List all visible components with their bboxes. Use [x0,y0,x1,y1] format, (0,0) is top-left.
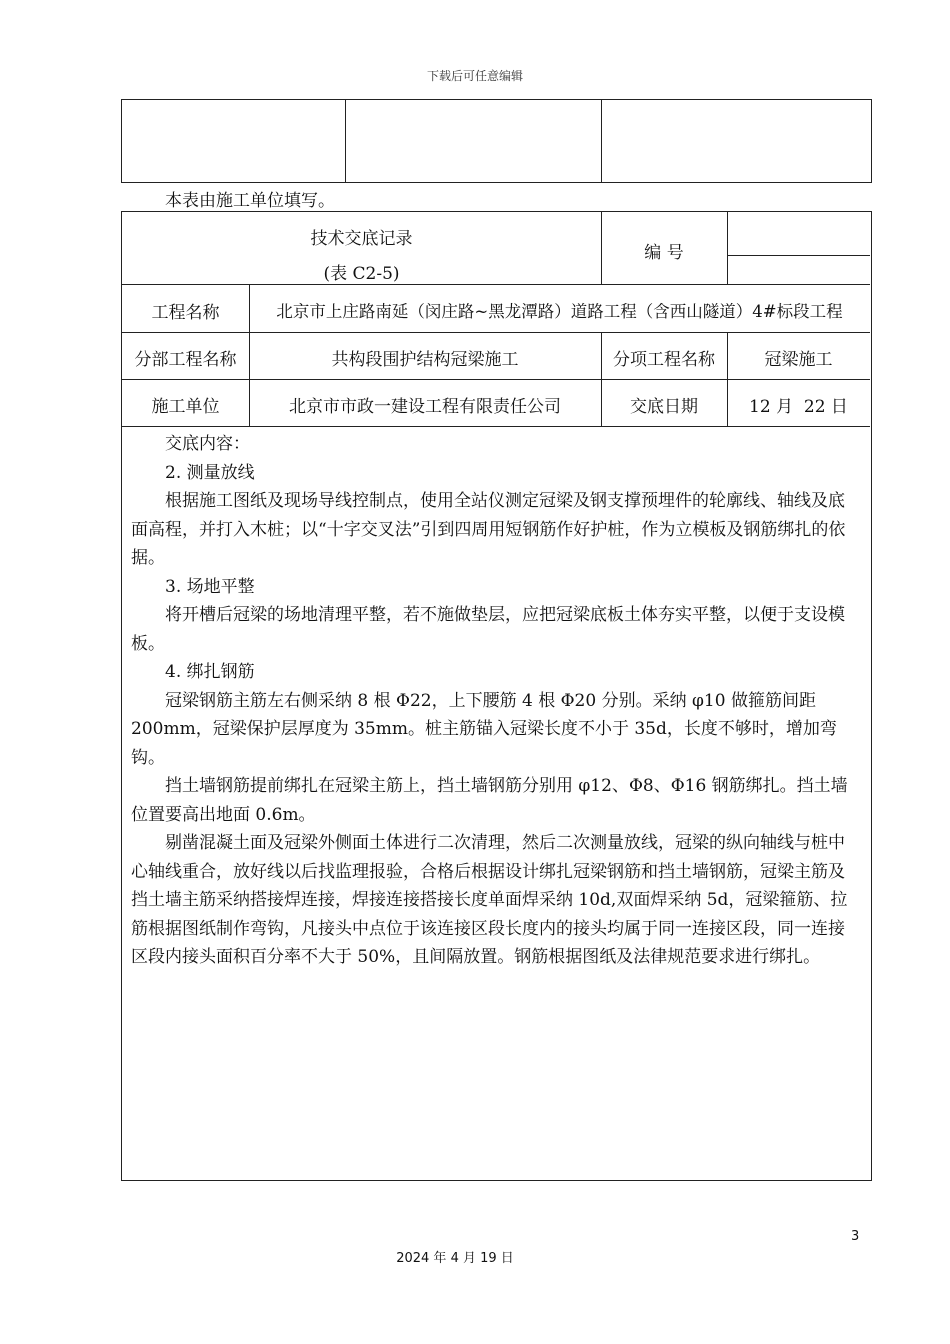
technical-disclosure-record-table [121,211,872,1181]
header-note: 下载后可任意编辑 [426,69,523,83]
table-cell [122,100,346,182]
section-heading: 3. 场地平整 [165,576,255,597]
sub-project-label: 分部工程名称 [134,350,237,370]
paragraph: 根据施工图纸及现场导线控制点，使用全站仪测定冠梁及钢支撑预埋件的轮廓线、轴线及底面高程，并打入木桩；以“十字交叉法”引到四周用短钢筋作好护桩，作为立模板及钢筋绑扎的依据。 [131,491,846,568]
table-cell [346,100,602,182]
project-name-label: 工程名称 [151,303,220,323]
row-divider [122,284,870,285]
project-name-value: 北京市上庄路南延（闵庄路~黑龙潭路）道路工程（含西山隧道）4#标段工程 [276,302,843,321]
section-heading: 4. 绑扎钢筋 [165,662,255,682]
col-divider [727,212,728,284]
number-cell-divider [727,255,870,256]
fill-note: 本表由施工单位填写。 [165,191,335,211]
paragraph: 剔凿混凝土面及冠梁外侧面土体进行二次清理，然后二次测量放线，冠梁的纵向轴线与桩中心轴线重合，放好线以后找监理报验，合格后根据设计绑扎冠梁钢筋和挡土墙钢筋，冠梁主筋及挡土墙主筋采纳搭接焊连接，焊接连接搭接长度单面焊采纳 10d,双面焊采纳 5d，冠梁箍筋、拉筋根据图纸制作弯钩，凡接头中点位于该连接区段长度内的接头均属于同一连接区段，同一连接区段内接头面积百分率不大于 50%，且间隔放置。钢筋根据图纸及法律规范要求进行绑扎。 [131,833,848,967]
footer-date: 2024 年 4 月 19 日 [396,1251,514,1266]
table-cell [602,100,871,182]
row-divider [122,379,870,380]
record-title: 技术交底记录 [310,229,413,249]
content-label: 交底内容： [165,434,250,454]
section-heading: 2. 测量放线 [165,462,255,483]
item-value: 冠梁施工 [764,350,833,370]
sub-project-value: 共构段围护结构冠梁施工 [331,350,519,370]
item-label: 分项工程名称 [613,350,715,370]
row-divider [122,426,870,427]
construction-unit-label: 施工单位 [151,397,220,417]
number-label: 编 号 [644,243,684,263]
disclosure-date-value: 12 月 22 日 [749,397,848,417]
paragraph: 将开槽后冠梁的场地清理平整，若不施做垫层，应把冠梁底板土体夯实平整，以便于支设模板。 [131,605,845,654]
record-form-code: (表 C2-5) [323,264,400,284]
page-number: 3 [851,1229,860,1244]
paragraph: 冠梁钢筋主筋左右侧采纳 8 根 Φ22，上下腰筋 4 根 Φ20 分别。采纳 φ10 做箍筋间距 200mm，冠梁保护层厚度为 35mm。桩主筋锚入冠梁长度不小于 35d，长度不够时，增加弯钩。 [131,690,837,768]
row-divider [122,332,870,333]
paragraph: 挡土墙钢筋提前绑扎在冠梁主筋上，挡土墙钢筋分别用 φ12、Φ8、Φ16 钢筋绑扎。挡土墙位置要高出地面 0.6m。 [131,776,848,825]
previous-table-end [121,99,872,183]
construction-unit-value: 北京市市政一建设工程有限责任公司 [289,397,561,417]
disclosure-date-label: 交底日期 [630,397,698,417]
disclosure-content [131,430,861,972]
